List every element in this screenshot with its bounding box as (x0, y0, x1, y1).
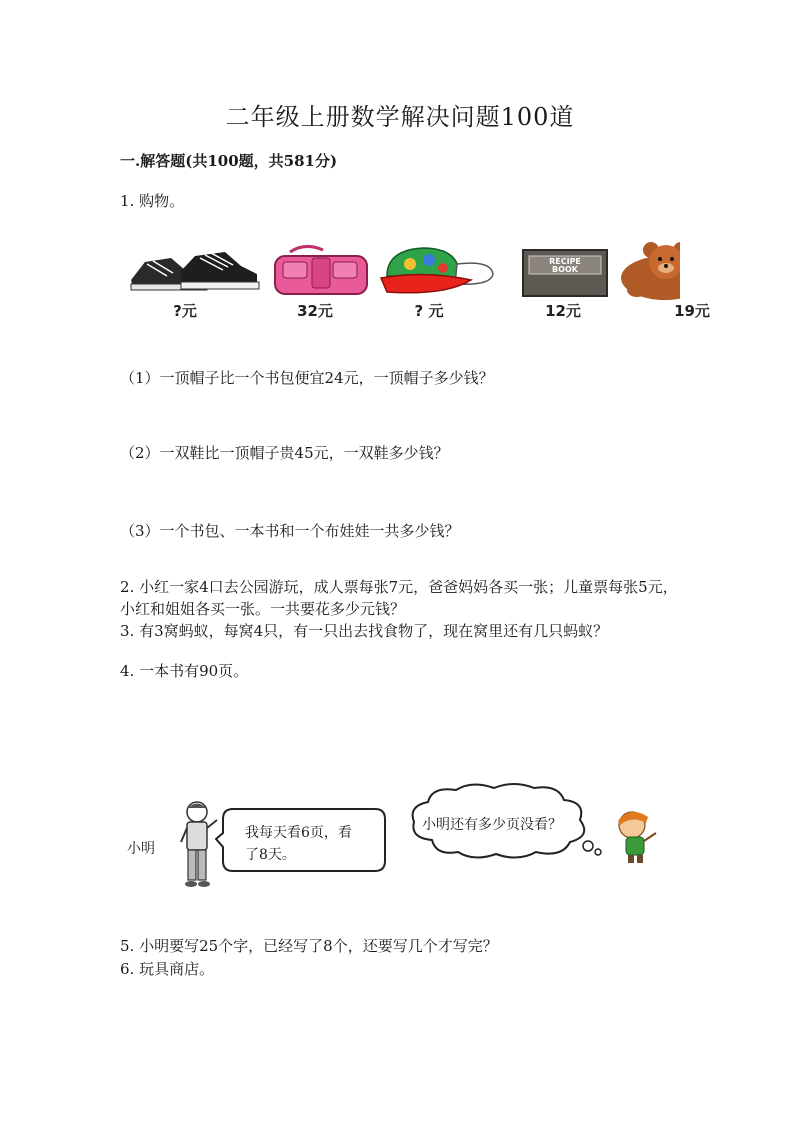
svg-text:BOOK: BOOK (552, 265, 578, 274)
question-1-part-3: （3）一个书包、一本书和一个布娃娃一共多少钱？ (120, 522, 460, 540)
teddy-bear-icon (621, 242, 680, 300)
question-6: 6. 玩具商店。 (120, 960, 215, 978)
svg-text:RECIPE: RECIPE (549, 257, 581, 266)
question-5: 5. 小明要写25个字，已经写了8个，还要写几个才写完？ (120, 937, 498, 955)
bag-icon (275, 246, 367, 294)
section-heading: 一.解答题(共100题，共581分) (120, 152, 338, 170)
page-title: 二年级上册数学解决问题100道 (225, 103, 575, 131)
price-cap: ? 元 (414, 302, 444, 320)
price-shoes: ?元 (173, 302, 197, 320)
question-1: 1. 购物。 (120, 192, 185, 210)
price-bag: 32元 (297, 302, 333, 320)
shoes-icon (131, 252, 259, 290)
book-icon (523, 250, 607, 296)
speech-line-2: 了8天。 (245, 847, 296, 863)
question-2: 2. 小红一家4口去公园游玩，成人票每张7元，爸爸妈妈各买一张；儿童票每张5元，小红和姐姐各买一张。一共要花多少元钱？ (120, 578, 678, 618)
question-1-part-2: （2）一双鞋比一顶帽子贵45元，一双鞋多少钱？ (120, 444, 449, 462)
price-book: 12元 (545, 302, 581, 320)
speaker-label: 小明 (127, 841, 155, 857)
question-1-part-1: （1）一顶帽子比一个书包便宜24元，一顶帽子多少钱？ (120, 369, 494, 387)
thinking-child-icon (610, 805, 665, 865)
thought-question: 小明还有多少页没看？ (422, 817, 562, 833)
question-4: 4. 一本书有90页。 (120, 662, 249, 680)
cap-icon (381, 248, 493, 293)
price-teddy-bear: 19元 (674, 302, 710, 320)
speech-line-1: 我每天看6页，看 (245, 825, 352, 841)
question-3: 3. 有3窝蚂蚁，每窝4只，有一只出去找食物了，现在窝里还有几只蚂蚁？ (120, 622, 609, 640)
